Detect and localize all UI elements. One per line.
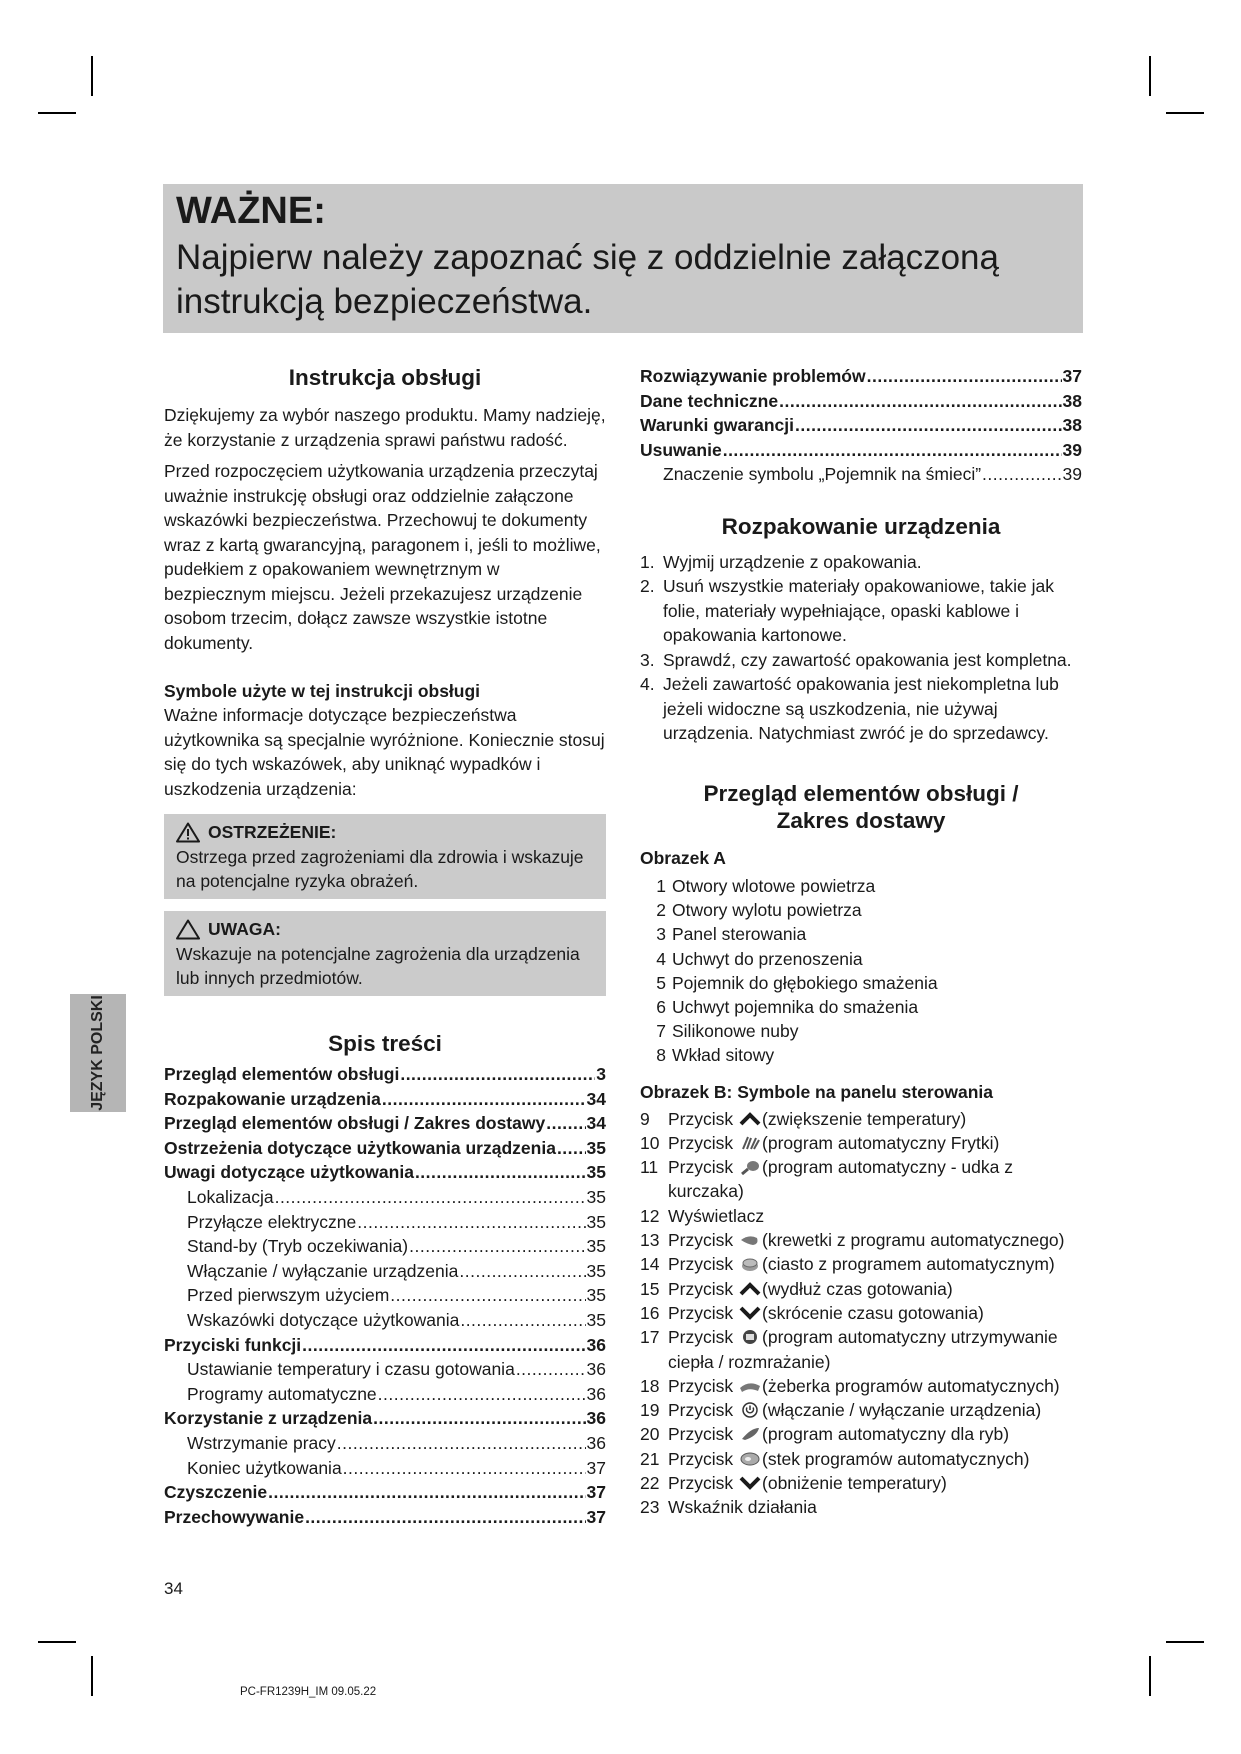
toc-subentry[interactable]: Wstrzymanie pracy ..... 36	[164, 1431, 606, 1456]
toc-entry[interactable]: Rozwiązywanie problemów ..... 37	[640, 364, 1082, 389]
toc-entry[interactable]: Przyciski funkcji ..... 36	[164, 1333, 606, 1358]
steak-icon	[739, 1449, 761, 1465]
toc-subentry[interactable]: Koniec użytkowania ..... 37	[164, 1456, 606, 1481]
symbols-heading: Symbole użyte w tej instrukcji obsługi	[164, 681, 481, 701]
toc-subentry[interactable]: Stand-by (Tryb oczekiwania) ..... 35	[164, 1234, 606, 1259]
language-tab	[70, 994, 126, 1112]
unpack-heading: Rozpakowanie urządzenia	[721, 513, 1001, 539]
toc-list-continued	[640, 364, 1082, 487]
power-icon	[739, 1400, 761, 1416]
toc-subentry[interactable]: Przed pierwszym użyciem ..... 35	[164, 1283, 606, 1308]
toc-subentry[interactable]: Ustawianie temperatury i czasu gotowania ..... 36	[164, 1357, 606, 1382]
toc-subentry[interactable]: Lokalizacja ..... 35	[164, 1185, 606, 1210]
overview-heading-line2: Zakres dostawy	[776, 807, 946, 833]
intro-paragraph: Przed rozpoczęciem użytkowania urządzenia przeczytaj uważnie instrukcję obsługi oraz oddzielnie załączone wskazówki bezpieczeństwa. Przechowuj te dokumenty wraz z kartą gwarancyjną, paragonem i, jeśli to możliwe, pudełkiem z opakowaniem wewnętrznym w bezpiecznym miejscu. Jeżeli przekazujesz urządzenie osobom trzecim, dołącz zawsze wszystkie istotne dokumenty.	[164, 461, 601, 653]
chicken-leg-icon	[739, 1157, 761, 1173]
list-item: 3 Panel sterowania	[656, 924, 807, 945]
crop-mark	[38, 1641, 76, 1643]
toc-entry[interactable]: Uwagi dotyczące użytkowania ..... 35	[164, 1160, 606, 1185]
list-item: 15 Przycisk (wydłuż czas gotowania)	[640, 1278, 953, 1299]
list-item: 17 Przycisk (program automatyczny utrzymywanie ciepła / rozmrażanie)	[640, 1327, 1058, 1372]
list-item: 5 Pojemnik do głębokiego smażenia	[656, 972, 938, 993]
overview-heading	[640, 780, 1082, 834]
left-column	[164, 364, 606, 1529]
list-item: 12 Wyświetlacz	[640, 1205, 765, 1226]
crop-mark	[1149, 1656, 1151, 1696]
list-item: 14 Przycisk (ciasto z programem automatycznym)	[640, 1254, 1055, 1275]
list-item: 2. Usuń wszystkie materiały opakowaniowe, takie jak folie, materiały wypełniające, opaski kablowe i opakowania kartonowe.	[640, 576, 1054, 646]
list-item: 13 Przycisk (krewetki z programu automatycznego)	[640, 1230, 1065, 1251]
list-item: 6 Uchwyt pojemnika do smażenia	[656, 996, 919, 1017]
list-item: 7 Silikonowe nuby	[656, 1021, 799, 1042]
list-item: 4. Jeżeli zawartość opakowania jest niekompletna lub jeżeli widoczne są uszkodzenia, nie używaj urządzenia. Natychmiast zwróć je do sprzedawcy.	[640, 674, 1059, 744]
intro-heading: Instrukcja obsługi	[288, 365, 482, 390]
toc-entry[interactable]: Rozpakowanie urządzenia ..... 34	[164, 1087, 606, 1112]
crop-mark	[38, 112, 76, 114]
banner-text: Najpierw należy zapoznać się z oddzielnie załączoną instrukcją bezpieczeństwa.	[176, 238, 999, 321]
symbols-text: Ważne informacje dotyczące bezpieczeństwa użytkownika są specjalnie wyróżnione. Koniecznie stosuj się do tych wskazówek, aby uniknąć wypadków i uszkodzenia urządzenia:	[164, 705, 605, 799]
toc-entry[interactable]: Korzystanie z urządzenia ..... 36	[164, 1406, 606, 1431]
page-number: 34	[164, 1579, 183, 1598]
toc-entry[interactable]: Usuwanie ..... 39	[640, 438, 1082, 463]
toc-heading: Spis treści	[328, 1031, 442, 1056]
figure-b-label: Obrazek B: Symbole na panelu sterowania	[640, 1081, 994, 1102]
caution-box	[164, 911, 606, 996]
keep-warm-icon	[739, 1327, 761, 1343]
list-item: 20 Przycisk (program automatyczny dla ryb)	[640, 1424, 1010, 1445]
toc-subentry[interactable]: Przyłącze elektryczne ..... 35	[164, 1210, 606, 1235]
list-item: 4 Uchwyt do przenoszenia	[656, 948, 863, 969]
chevron-up-icon	[739, 1109, 761, 1125]
toc-subentry[interactable]: Wskazówki dotyczące użytkowania ..... 35	[164, 1308, 606, 1333]
chevron-down-icon	[739, 1473, 761, 1489]
intro-paragraph: Dziękujemy za wybór naszego produktu. Mamy nadzieję, że korzystanie z urządzenia sprawi państwu radość.	[164, 405, 606, 450]
fries-icon	[739, 1133, 761, 1149]
crop-mark	[1166, 1641, 1204, 1643]
important-banner	[163, 184, 1083, 333]
toc-subentry[interactable]: Znaczenie symbolu „Pojemnik na śmieci” ..... 39	[640, 462, 1082, 487]
ribs-icon	[739, 1376, 761, 1392]
figure-b-list	[640, 1107, 1082, 1520]
list-item: 19 Przycisk (włączanie / wyłączanie urządzenia)	[640, 1400, 1042, 1421]
list-item: 16 Przycisk (skrócenie czasu gotowania)	[640, 1302, 984, 1323]
language-tab-label: JĘZYK POLSKI	[89, 995, 106, 1111]
warning-title: OSTRZEŻENIE:	[208, 822, 337, 842]
banner-title: WAŻNE:	[176, 190, 326, 232]
list-item: 22 Przycisk (obniżenie temperatury)	[640, 1473, 947, 1494]
list-item: 11 Przycisk (program automatyczny - udka z kurczaka)	[640, 1157, 1013, 1202]
toc-list	[164, 1062, 606, 1529]
right-column	[640, 364, 1082, 1520]
list-item: 23 Wskaźnik działania	[640, 1497, 817, 1518]
warning-triangle-icon	[176, 822, 200, 843]
crop-mark	[1166, 112, 1204, 114]
toc-subentry[interactable]: Programy automatyczne ..... 36	[164, 1382, 606, 1407]
warning-text: Ostrzega przed zagrożeniami dla zdrowia i wskazuje na potencjalne ryzyka obrażeń.	[176, 847, 584, 891]
list-item: 1 Otwory wlotowe powietrza	[656, 875, 876, 896]
chevron-up-icon	[739, 1279, 761, 1295]
footer-code: PC-FR1239H_IM 09.05.22	[240, 1686, 377, 1698]
caution-text: Wskazuje na potencjalne zagrożenia dla urządzenia lub innych przedmiotów.	[176, 944, 580, 988]
shrimp-icon	[739, 1230, 761, 1246]
caution-title: UWAGA:	[208, 919, 281, 939]
crop-mark	[91, 56, 93, 96]
crop-mark	[1149, 56, 1151, 96]
toc-entry[interactable]: Warunki gwarancji ..... 38	[640, 413, 1082, 438]
list-item: 18 Przycisk (żeberka programów automatycznych)	[640, 1375, 1060, 1396]
toc-subentry[interactable]: Włączanie / wyłączanie urządzenia ..... 35	[164, 1259, 606, 1284]
warning-box	[164, 814, 606, 899]
cake-icon	[739, 1254, 761, 1270]
list-item: 21 Przycisk (stek programów automatycznych)	[640, 1448, 1030, 1469]
toc-entry[interactable]: Dane techniczne ..... 38	[640, 389, 1082, 414]
list-item: 9 Przycisk (zwiększenie temperatury)	[640, 1108, 967, 1129]
fish-icon	[739, 1424, 761, 1440]
list-item: 10 Przycisk (program automatyczny Frytki)	[640, 1132, 1000, 1153]
caution-triangle-icon	[176, 919, 200, 940]
toc-entry[interactable]: Przegląd elementów obsługi / Zakres dostawy ..... 34	[164, 1111, 606, 1136]
toc-entry[interactable]: Przegląd elementów obsługi ..... 3	[164, 1062, 606, 1087]
list-item: 1. Wyjmij urządzenie z opakowania.	[640, 551, 922, 572]
figure-a-list	[640, 874, 1082, 1068]
list-item: 2 Otwory wylotu powietrza	[656, 900, 862, 921]
toc-entry[interactable]: Przechowywanie ..... 37	[164, 1505, 606, 1530]
figure-a-label: Obrazek A	[640, 847, 726, 868]
list-item: 3. Sprawdź, czy zawartość opakowania jest kompletna.	[640, 649, 1072, 670]
unpack-list	[640, 550, 1082, 746]
toc-entry[interactable]: Czyszczenie ..... 37	[164, 1480, 606, 1505]
list-item: 8 Wkład sitowy	[656, 1045, 775, 1066]
crop-mark	[91, 1656, 93, 1696]
chevron-down-icon	[739, 1303, 761, 1319]
overview-heading-line1: Przegląd elementów obsługi /	[703, 780, 1019, 806]
toc-entry[interactable]: Ostrzeżenia dotyczące użytkowania urządzenia ..... 35	[164, 1136, 606, 1161]
